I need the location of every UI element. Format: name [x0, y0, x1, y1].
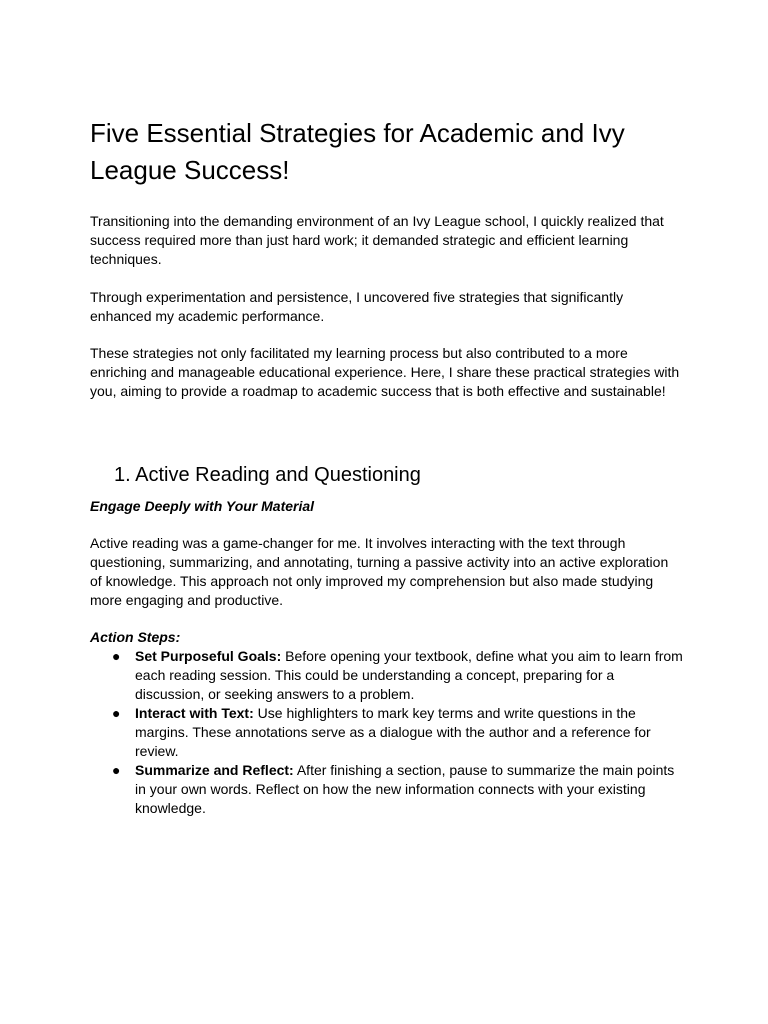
step-text: Before opening your textbook, define what you aim to learn from each reading session. This could be understanding a concept, preparing for a discussion, or seeking answers to a problem. [135, 648, 683, 702]
action-steps-label: Action Steps: [90, 629, 181, 645]
intro-paragraph-3: These strategies not only facilitated my learning process but also contributed to a more enriching and manageable educational experience. Here, I share these practical strategies with you, aiming to provide a roadmap to academic success that is both effective and sustainable! [90, 345, 680, 399]
step-term: Summarize and Reflect: [135, 762, 294, 778]
list-item [90, 761, 685, 818]
intro-paragraph-2: Through experimentation and persistence, I uncovered five strategies that significantly enhanced my academic performance. [90, 289, 624, 324]
list-item [90, 647, 685, 704]
bullet-icon: ● [112, 705, 121, 721]
document-title: Five Essential Strategies for Academic and Ivy League Success! [90, 118, 625, 185]
step-text: Use highlighters to mark key terms and write questions in the margins. These annotations serve as a dialogue with the author and a reference for review. [135, 705, 651, 759]
step-term: Set Purposeful Goals: [135, 648, 282, 664]
list-item [90, 704, 685, 761]
bullet-icon: ● [112, 762, 121, 778]
section-body: Active reading was a game-changer for me. It involves interacting with the text through questioning, summarizing, and annotating, turning a passive activity into an active exploration of knowledge. This approach not only improved my comprehension but also made studying more engaging and productive. [90, 535, 669, 608]
step-term: Interact with Text: [135, 705, 254, 721]
action-steps-list [90, 647, 690, 818]
section-heading: 1. Active Reading and Questioning [114, 464, 421, 486]
bullet-icon: ● [112, 648, 121, 664]
section-subheading: Engage Deeply with Your Material [90, 498, 315, 514]
step-text: After finishing a section, pause to summarize the main points in your own words. Reflect on how the new information connects with your existing knowledge. [135, 762, 675, 816]
intro-paragraph-1: Transitioning into the demanding environment of an Ivy League school, I quickly realized that success required more than just hard work; it demanded strategic and efficient learning techniques. [90, 213, 664, 267]
